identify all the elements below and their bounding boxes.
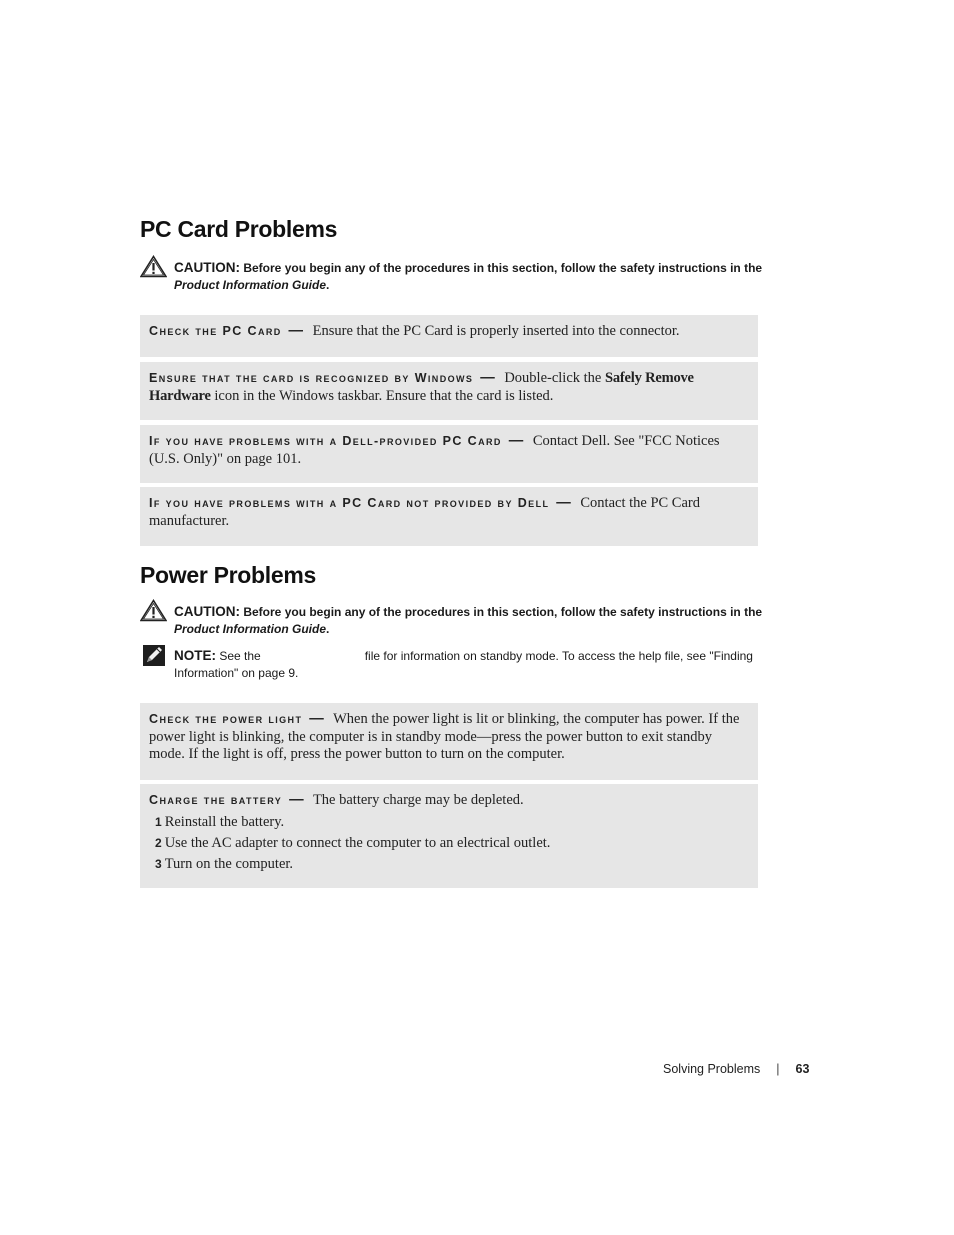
pc-card-item-check-card: Check the PC Card — Ensure that the PC Card is properly inserted into the connector.	[140, 315, 758, 357]
item-heading: Check the PC Card	[149, 324, 287, 338]
power-caution: CAUTION: Before you begin any of the procedures in this section, follow the safety instructions in the Product Information Guide.	[140, 603, 780, 638]
pc-card-item-not-dell: If you have problems with a PC Card not provided by Dell — Contact the PC Card manufacturer.	[140, 487, 758, 546]
item-text: When the power light is lit or blinking, the computer has power. If the power light is blinking, the computer is in standby mode—press the power button to exit standby mode. If the light is off, press the power button to turn on the computer.	[149, 711, 740, 762]
power-note	[140, 647, 780, 682]
power-item-charge-battery: Charge the battery — The battery charge may be depleted. 1 Reinstall the battery. 2 Use the AC adapter to connect the computer to an electrical outlet. 3 Turn on the computer.	[140, 784, 758, 888]
item-text: Contact the PC Card manufacturer.	[149, 495, 700, 529]
caution-text: Before you begin any of the procedures in this section, follow the safety instructions in the	[243, 605, 763, 619]
item-text: The battery charge may be depleted.	[312, 792, 524, 808]
list-item: 3 Turn on the computer.	[155, 855, 294, 872]
list-item: 2 Use the AC adapter to connect the computer to an electrical outlet.	[155, 834, 551, 851]
item-heading: If you have problems with a PC Card not provided by Dell	[149, 496, 555, 510]
safely-remove-hardware-term: Safely Remove Hardware	[149, 370, 694, 404]
power-item-check-light: Check the power light — When the power light is lit or blinking, the computer has power. If the power light is blinking, the computer is in standby mode—press the power button to exit standby mode. If the light is off, press the power button to turn on the computer.	[140, 703, 758, 780]
list-item: 1 Reinstall the battery.	[155, 813, 285, 830]
caution-guide-title: Product Information Guide	[174, 622, 326, 636]
item-heading: Charge the battery	[149, 793, 288, 807]
item-heading: If you have problems with a Dell-provided PC Card	[149, 434, 507, 448]
pc-card-item-recognized: Ensure that the card is recognized by Windows — Double-click the Safely Remove Hardware icon in the Windows taskbar. Ensure that the card is listed.	[140, 362, 758, 420]
footer-section: Solving Problems	[663, 1062, 761, 1076]
caution-label: CAUTION:	[174, 260, 240, 275]
item-text: Double-click the	[504, 370, 602, 386]
warning-triangle-icon	[140, 255, 167, 283]
item-text: Contact Dell. See "FCC Notices (U.S. Only)" on page 101.	[149, 433, 720, 467]
note-text: See the	[219, 649, 261, 663]
item-text-cont: icon in the Windows taskbar. Ensure that the card is listed.	[214, 387, 554, 404]
caution-text: Before you begin any of the procedures in this section, follow the safety instructions in the	[243, 261, 763, 275]
battery-steps-list	[149, 814, 749, 874]
pc-card-problems-title: PC Card Problems	[140, 216, 338, 242]
item-heading: Check the power light	[149, 712, 308, 726]
caution-guide-title: Product Information Guide	[174, 278, 326, 292]
note-text-cont: file for information on standby mode. To access the help file, see "Finding Information" on page 9.	[174, 649, 753, 680]
item-text: Ensure that the PC Card is properly inserted into the connector.	[312, 323, 680, 339]
footer-separator: |	[776, 1062, 780, 1076]
page-footer	[663, 1062, 809, 1076]
pc-card-caution: CAUTION: Before you begin any of the procedures in this section, follow the safety instructions in the Product Information Guide.	[140, 259, 780, 294]
power-problems-title: Power Problems	[140, 562, 317, 588]
warning-triangle-icon	[140, 599, 167, 627]
page-number: 63	[795, 1062, 810, 1076]
note-pencil-icon	[143, 645, 165, 671]
caution-label: CAUTION:	[174, 604, 240, 619]
pc-card-item-dell-provided: If you have problems with a Dell-provided PC Card — Contact Dell. See "FCC Notices (U.S. Only)" on page 101.	[140, 425, 758, 483]
item-heading: Ensure that the card is recognized by Windows	[149, 371, 479, 385]
note-label: NOTE:	[174, 648, 216, 663]
